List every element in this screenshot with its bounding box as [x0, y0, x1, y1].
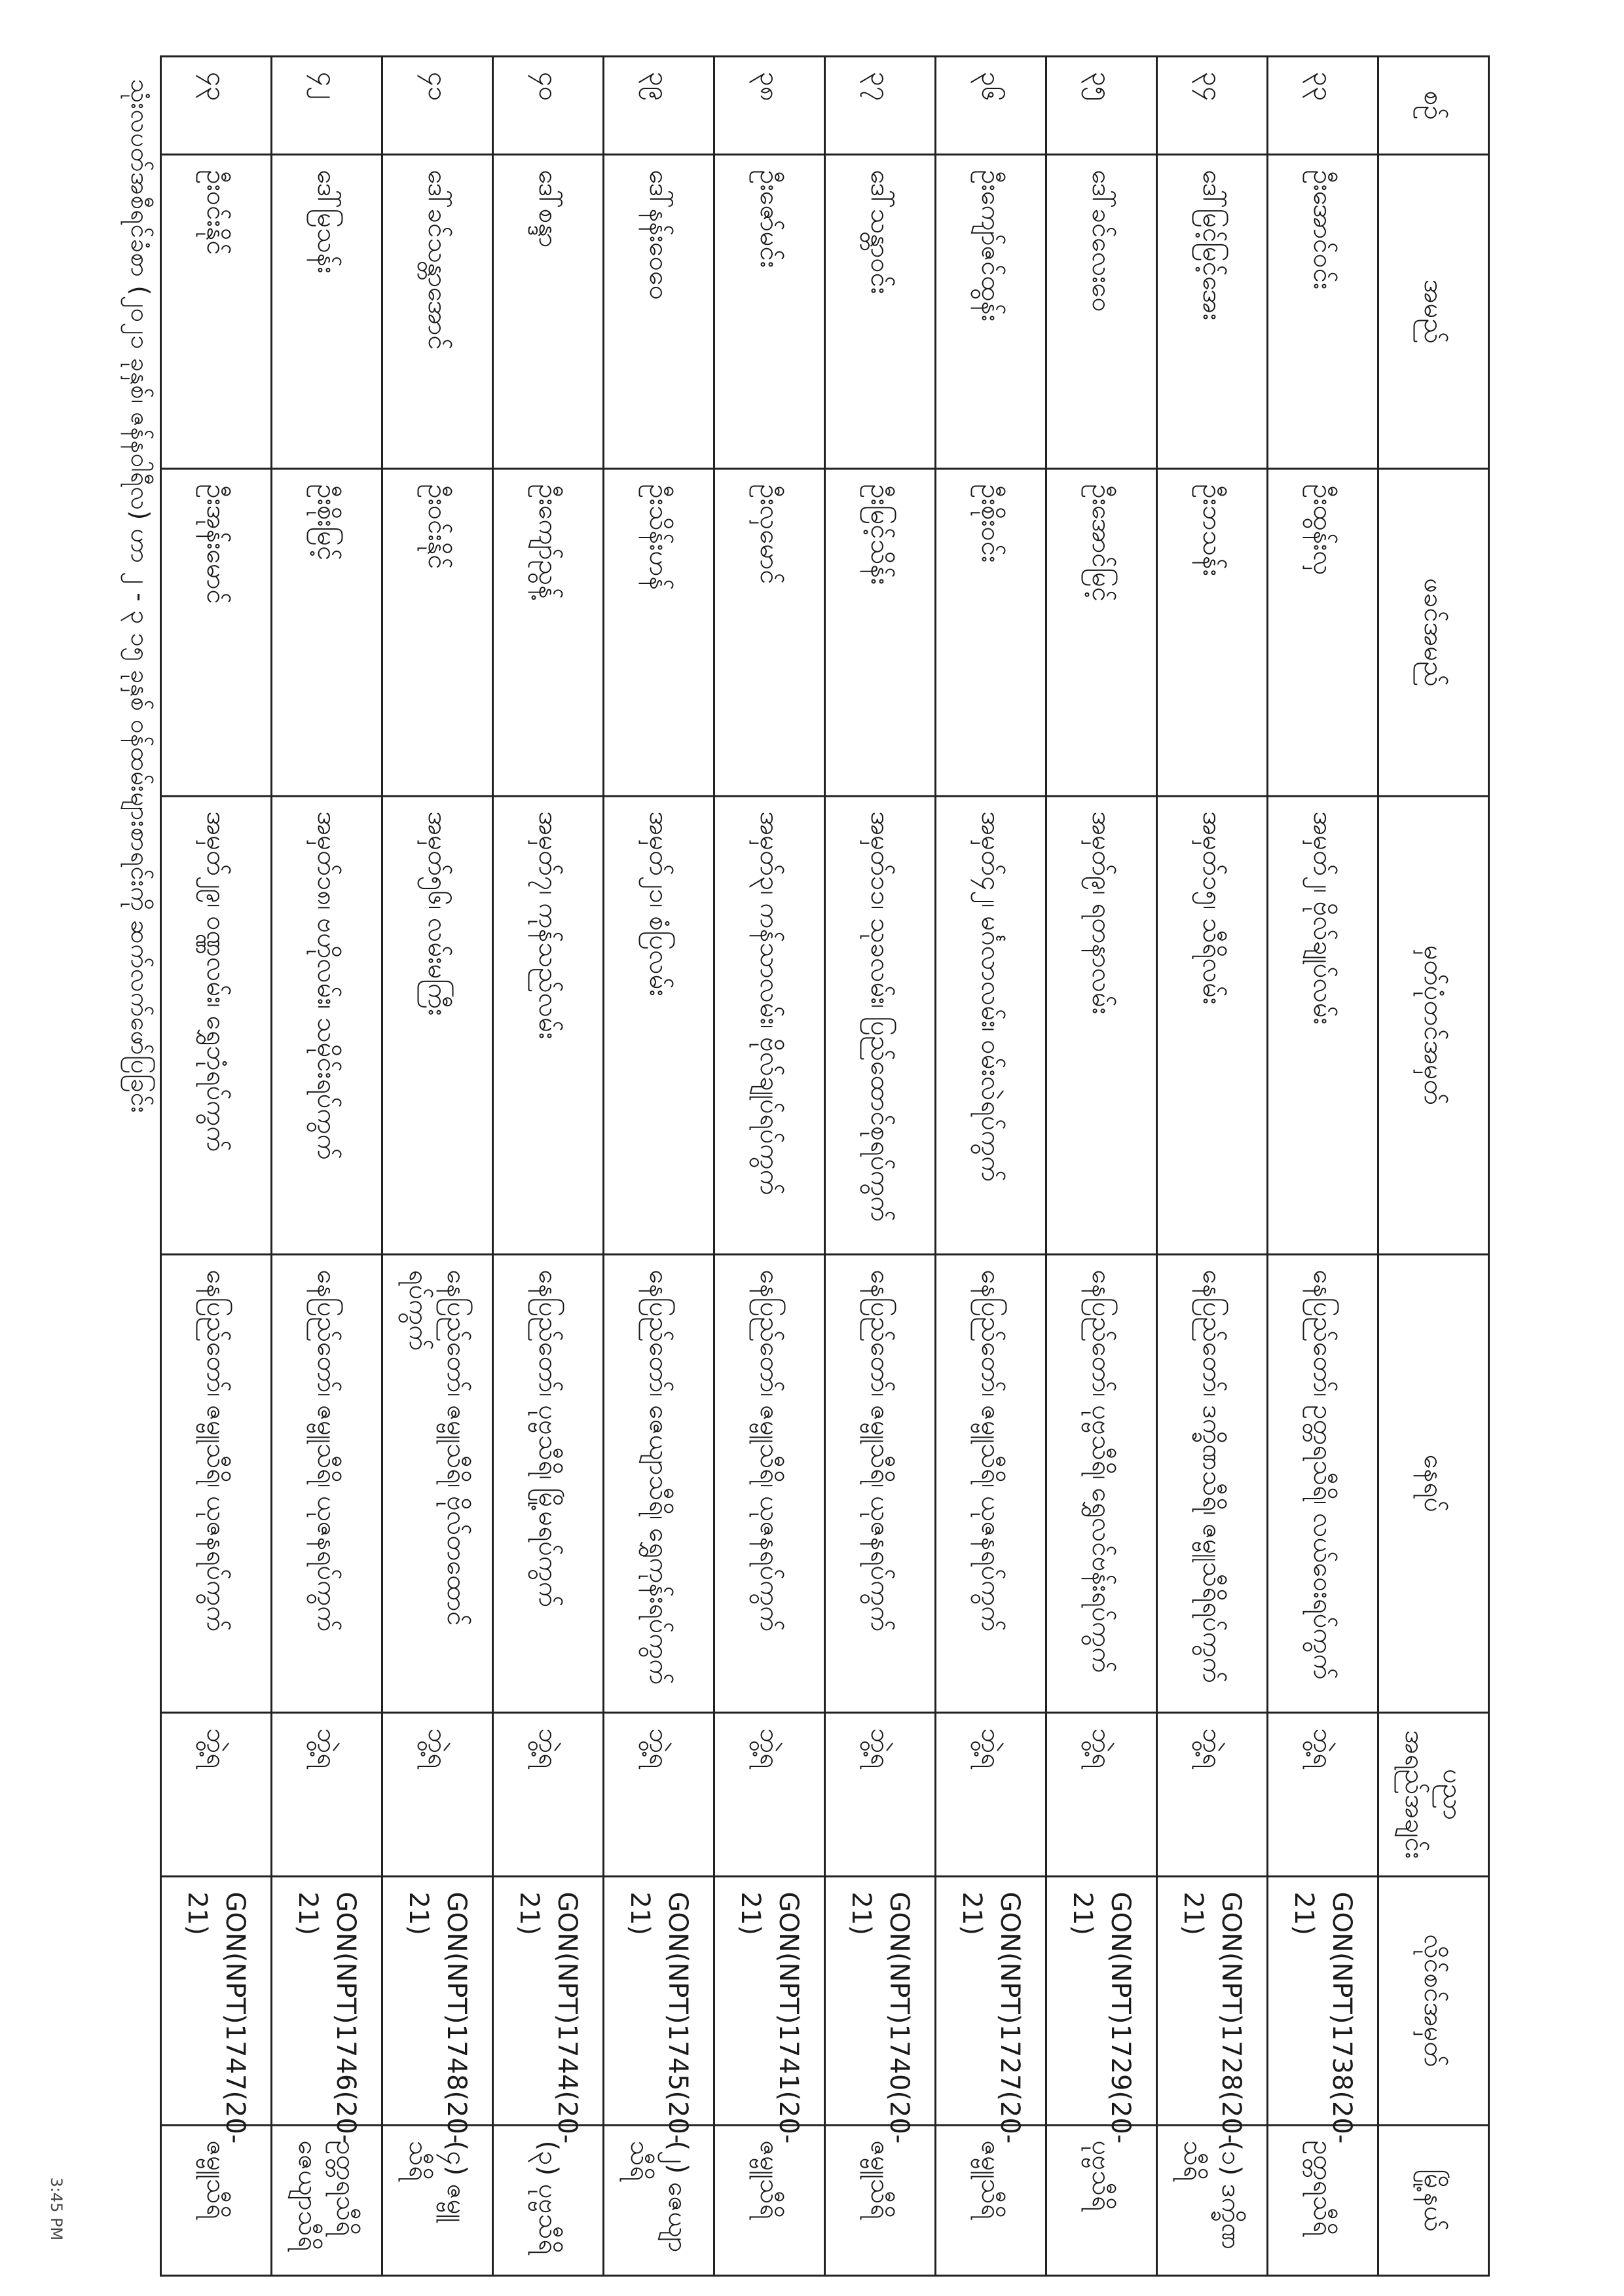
- cell-name: ဦးဝင်းနိုင်: [161, 155, 272, 469]
- cell-name: ဒေါ်ခင်သန္တာအောင်: [382, 155, 493, 469]
- table-row: [1268, 56, 1378, 2276]
- cell-father: ဦးဘသန်း: [1157, 469, 1268, 796]
- cell-township: ဇမ္ဗူသီရိ: [161, 2125, 272, 2276]
- cell-license: GON(NPT)1738(20-21): [1268, 1876, 1378, 2125]
- cell-license: GON(NPT)1747(20-21): [161, 1876, 272, 2125]
- cell-township: ပုဗ္ဗသီရိ: [1046, 2125, 1157, 2276]
- footer-stamp: 3:45 PM: [47, 2177, 65, 2240]
- header-township: မြို့နယ်: [1378, 2125, 1489, 2276]
- cell-father: ဦးမြင့်သိန်း: [825, 469, 936, 796]
- cell-township: ဥတ္တရသီရိ ဇေယျာသီရိ: [272, 2125, 382, 2276]
- header-name: အမည်: [1378, 155, 1489, 469]
- cell-grade: ဘွဲ့ရ: [1046, 1713, 1157, 1876]
- cell-father: ဦးထွန်းလှ: [1268, 469, 1378, 796]
- cell-name: ဒေါ်သန္တာဝင်း: [825, 155, 936, 469]
- cell-nrc: အမှတ်၉၊ ရတနာလမ်း: [1046, 796, 1157, 1254]
- cell-address: နေပြည်တော်၊ ဇမ္ဗူသီရိ၊ ယုဇနရပ်ကွက်: [825, 1254, 936, 1713]
- cell-township: ဇမ္ဗူသီရိ: [714, 2125, 825, 2276]
- cell-nrc: အမှတ်၇၊ ကုန်သည်လမ်း: [493, 796, 604, 1254]
- cell-father: ဦးအောင်မြင့်: [1046, 469, 1157, 796]
- cell-township: ဇမ္ဗူသီရိ: [936, 2125, 1046, 2276]
- cell-nrc: အမှတ်၂၉၊ ဝဏ္ဏလမ်း၊ ရွှေဘုံရပ်ကွက်: [161, 796, 272, 1254]
- cell-nrc: အမှတ်၂၁၊ စံပြလမ်း: [604, 796, 714, 1254]
- cell-grade: ဘွဲ့ရ: [825, 1713, 936, 1876]
- cell-township: (၂) ဇေယျာသီရိ: [604, 2125, 714, 2276]
- header-address: နေရပ်: [1378, 1254, 1489, 1713]
- table-row: [1157, 56, 1268, 2276]
- cell-address: နေပြည်တော်၊ ဇေယျာသီရိ၊ ရွှေကုန်းရပ်ကွက်: [604, 1254, 714, 1713]
- cell-grade: ဘွဲ့ရ: [272, 1713, 382, 1876]
- table-row: [493, 56, 604, 2276]
- cell-name: ဦးကျော်ဇင်ထွန်း: [936, 155, 1046, 469]
- cell-no: ၃၈: [714, 56, 825, 155]
- cell-nrc: အမှတ်၁၈၊ ဗဟိုလမ်း၊ သမိုင်းရပ်ကွက်: [272, 796, 382, 1254]
- table-row: [825, 56, 936, 2276]
- header-no: စဉ်: [1378, 56, 1489, 155]
- table-row: [714, 56, 825, 2276]
- cell-license: GON(NPT)1748(20-21): [382, 1876, 493, 2125]
- table-row: [1046, 56, 1157, 2276]
- cell-grade: ဘွဲ့ရ: [714, 1713, 825, 1876]
- cell-father: ဦးစိုးဝင်း: [936, 469, 1046, 796]
- cell-no: ၃၆: [936, 56, 1046, 155]
- cell-township: (၁) ဒက္ခိဏသီရိ: [1157, 2125, 1268, 2276]
- cell-address: နေပြည်တော်၊ ပုဗ္ဗသီရိ၊ ရွှေလင်ဗန်းရပ်ကွက်: [1046, 1254, 1157, 1713]
- cell-address: နေပြည်တော်၊ ဒက္ခိဏသီရိ၊ ဇမ္ဗူသီရိရပ်ကွက်: [1157, 1254, 1268, 1713]
- header-father: ဖခင်အမည်: [1378, 469, 1489, 796]
- register-table: [160, 55, 1490, 2276]
- cell-no: ၄၂: [272, 56, 382, 155]
- cell-address: နေပြည်တော်၊ ဇမ္ဗူသီရိ၊ ယုဇနရပ်ကွက်: [272, 1254, 382, 1713]
- table-header-row: [1378, 56, 1489, 2276]
- cell-grade: ဘွဲ့ရ: [1268, 1713, 1378, 1876]
- cell-grade: ဘွဲ့ရ: [382, 1713, 493, 1876]
- cell-township: (၄) ဇမ္ဗူသီရိ: [382, 2125, 493, 2276]
- cell-nrc: အမှတ်၄၂၊ မင်္ဂလာလမ်း၊ ဝမ်းလဲရပ်ကွက်: [936, 796, 1046, 1254]
- cell-grade: ဘွဲ့ရ: [936, 1713, 1046, 1876]
- header-grade: ပညာအရည်အချင်း: [1378, 1713, 1489, 1876]
- cell-no: ၄၀: [493, 56, 604, 155]
- cell-father: ဦးလှမောင်: [714, 469, 825, 796]
- cell-father: ဦးအုန်းမောင်: [161, 469, 272, 796]
- header-license: လိုင်စင်အမှတ်: [1378, 1876, 1489, 2125]
- cell-license: GON(NPT)1727(20-21): [936, 1876, 1046, 2125]
- cell-no: ၄၁: [382, 56, 493, 155]
- table-row: [604, 56, 714, 2276]
- cell-license: GON(NPT)1745(20-21): [604, 1876, 714, 2125]
- cell-no: ၃၄: [1157, 56, 1268, 155]
- cell-grade: ဘွဲ့ရ: [493, 1713, 604, 1876]
- cell-grade: ဘွဲ့ရ: [1157, 1713, 1268, 1876]
- cell-nrc: အမှတ်၅၆၊ လမ်းမကြီး: [382, 796, 493, 1254]
- cell-nrc: အမှတ်၁၅၊ သီရိလမ်း: [1157, 796, 1268, 1254]
- table-row: [161, 56, 272, 2276]
- cell-no: ၃၇: [825, 56, 936, 155]
- cell-name: ဒေါ်မြသန်း: [272, 155, 382, 469]
- cell-license: GON(NPT)1740(20-21): [825, 1876, 936, 2125]
- header-nrc: မှတ်ပုံတင်အမှတ်: [1378, 796, 1489, 1254]
- cell-name: ဒေါ်စန္ဒာ: [493, 155, 604, 469]
- cell-name: ဦးအောင်ဝင်း: [1268, 155, 1378, 469]
- cell-address: နေပြည်တော်၊ ပုဗ္ဗသီရိ၊ မြို့မရပ်ကွက်: [493, 1254, 604, 1713]
- cell-no: ၄၃: [161, 56, 272, 155]
- cell-name: ဦးဇော်မင်း: [714, 155, 825, 469]
- table-row: [382, 56, 493, 2276]
- cell-nrc: အမှတ်၃၊ ကန်သာလမ်း၊ ဗိုလ်ချုပ်ရပ်ကွက်: [714, 796, 825, 1254]
- cell-name: ဒေါ်မြင့်မြင့်အေး: [1157, 155, 1268, 469]
- cell-address: နေပြည်တော်၊ ဥတ္တရသီရိ၊ လယ်ဝေးရပ်ကွက်: [1268, 1254, 1378, 1713]
- cell-grade: ဘွဲ့ရ: [604, 1713, 714, 1876]
- cell-father: ဦးစိုးမြင့်: [272, 469, 382, 796]
- cell-no: ၃၉: [604, 56, 714, 155]
- table-row: [272, 56, 382, 2276]
- cell-no: ၃၃: [1268, 56, 1378, 155]
- cell-license: GON(NPT)1744(20-21): [493, 1876, 604, 2125]
- cell-father: ဦးကျော်ညွန့်: [493, 469, 604, 796]
- cell-address: နေပြည်တော်၊ ဇမ္ဗူသီရိ၊ ယုဇနရပ်ကွက်: [936, 1254, 1046, 1713]
- cell-nrc: အမှတ်၁၁၊ သုခလမ်း၊ ပြည်ထောင်စုရပ်ကွက်: [825, 796, 936, 1254]
- cell-name: ဒေါ်နန်းဝေဝေ: [604, 155, 714, 469]
- cell-nrc: အမှတ်၂၊ ဗိုလ်ချုပ်လမ်း: [1268, 796, 1378, 1254]
- table-row: [936, 56, 1046, 2276]
- cell-address: နေပြည်တော်၊ ဇမ္ဗူသီရိ၊ ဗိုလ်တထောင်ရပ်ကွက်: [382, 1254, 493, 1713]
- cell-license: GON(NPT)1729(20-21): [1046, 1876, 1157, 2125]
- cell-township: (၃) ပုဗ္ဗသီရိ: [493, 2125, 604, 2276]
- cell-license: GON(NPT)1741(20-21): [714, 1876, 825, 2125]
- cell-township: ဥတ္တရသီရိ: [1268, 2125, 1378, 2276]
- document-caption: သုံးလပတ်အစီရင်ခံစာ (၂၀၂၁ ခုနှစ်၊ ဇန်နဝါရီလ) ဟာ ၂ - ၃ ၁၅ ခုနှစ် ဝန်ထမ်းများစာရင်းကို ဆက်လက်ဖော်ပြခြင်း: [126, 79, 155, 1113]
- cell-father: ဦးဝင်းနိုင်: [382, 469, 493, 796]
- cell-no: ၃၅: [1046, 56, 1157, 155]
- cell-name: ဒေါ်ခင်လေးဝေ: [1046, 155, 1157, 469]
- cell-address: နေပြည်တော်၊ ဇမ္ဗူသီရိ၊ ယုဇနရပ်ကွက်: [161, 1254, 272, 1713]
- cell-license: GON(NPT)1746(20-21): [272, 1876, 382, 2125]
- cell-father: ဦးသိန်းဟန်: [604, 469, 714, 796]
- cell-grade: ဘွဲ့ရ: [161, 1713, 272, 1876]
- cell-license: GON(NPT)1728(20-21): [1157, 1876, 1268, 2125]
- cell-township: ဇမ္ဗူသီရိ: [825, 2125, 936, 2276]
- cell-address: နေပြည်တော်၊ ဇမ္ဗူသီရိ၊ ယုဇနရပ်ကွက်: [714, 1254, 825, 1713]
